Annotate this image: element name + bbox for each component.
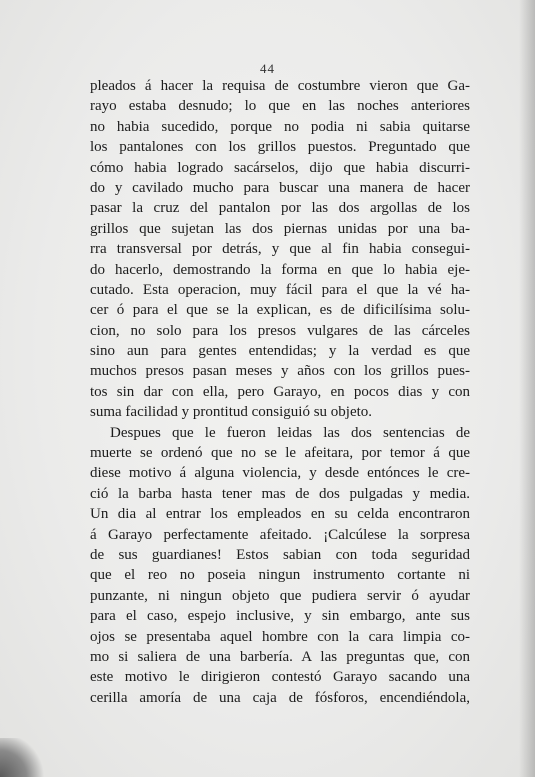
page-edge-shadow [519, 0, 535, 777]
text-line: do y cavilado mucho para buscar una manera de hacer [90, 179, 470, 196]
paragraph-start-line: Despues que le fueron leidas las dos sentencias de [110, 424, 470, 441]
text-line: los pantalones con los grillos puestos. Preguntado que [90, 139, 470, 156]
text-line: tos sin dar con ella, pero Garayo, en pocos dias y con [90, 383, 470, 400]
text-line: do hacerlo, demostrando la forma en que lo habia eje- [90, 261, 470, 278]
text-line: Un dia al entrar los empleados en su celda encontraron [90, 506, 470, 523]
text-line: rra transversal por detrás, y que al fin habia consegui- [90, 241, 470, 258]
text-line: cion, no solo para los presos vulgares de las cárceles [90, 322, 470, 339]
text-line: rayo estaba desnudo; lo que en las noches anteriores [90, 98, 470, 115]
text-line: este motivo le dirigieron contestó Garayo sacando una [90, 669, 470, 686]
text-line: muchos presos pasan meses y años con los grillos pues- [90, 363, 470, 380]
text-line: no habia sucedido, porque no podia ni sabia quitarse [90, 118, 470, 135]
text-line: cómo habia logrado sacárselos, dijo que habia discurri- [90, 159, 470, 176]
text-line: muerte se ordenó que no se le afeitara, por temor á que [90, 445, 470, 462]
text-line: cerilla amoría de una caja de fósforos, encendiéndola, [90, 689, 470, 706]
text-line: sino aun para gentes entendidas; y la verdad es que [90, 343, 470, 360]
text-line: cer ó para el que se la explican, es de dificilísima solu- [90, 302, 470, 319]
page-number: 44 [260, 61, 275, 76]
ink-smudge [0, 738, 44, 777]
text-line: que el reo no poseia ningun instrumento cortante ni [90, 567, 470, 584]
text-line: cutado. Esta operacion, muy fácil para el que la vé ha- [90, 281, 470, 298]
text-line: pasar la cruz del pantalon por las dos argollas de los [90, 200, 470, 217]
text-line: punzante, ni ningun objeto que pudiera servir ó ayudar [90, 587, 470, 604]
text-line: diese motivo á alguna violencia, y desde entónces le cre- [90, 465, 470, 482]
text-line: para el caso, espejo inclusive, y sin embargo, ante sus [90, 608, 470, 625]
text-line: mo si saliera de una barbería. A las preguntas que, con [90, 648, 470, 665]
text-line: pleados á hacer la requisa de costumbre vieron que Ga- [90, 78, 470, 94]
text-line: á Garayo perfectamente afeitado. ¡Calcúlese la sorpresa [90, 526, 470, 543]
text-line: ció la barba hasta tener mas de dos pulgadas y media. [90, 485, 470, 502]
text-line: grillos que sujetan las dos piernas unidas por una ba- [90, 220, 470, 237]
text-line: ojos se presentaba aquel hombre con la cara limpia co- [90, 628, 470, 645]
body-text [90, 76, 470, 708]
paragraph-end-line: suma facilidad y prontitud consiguió su objeto. [90, 404, 373, 421]
text-line: de sus guardianes! Estos sabian con toda seguridad [90, 546, 470, 563]
